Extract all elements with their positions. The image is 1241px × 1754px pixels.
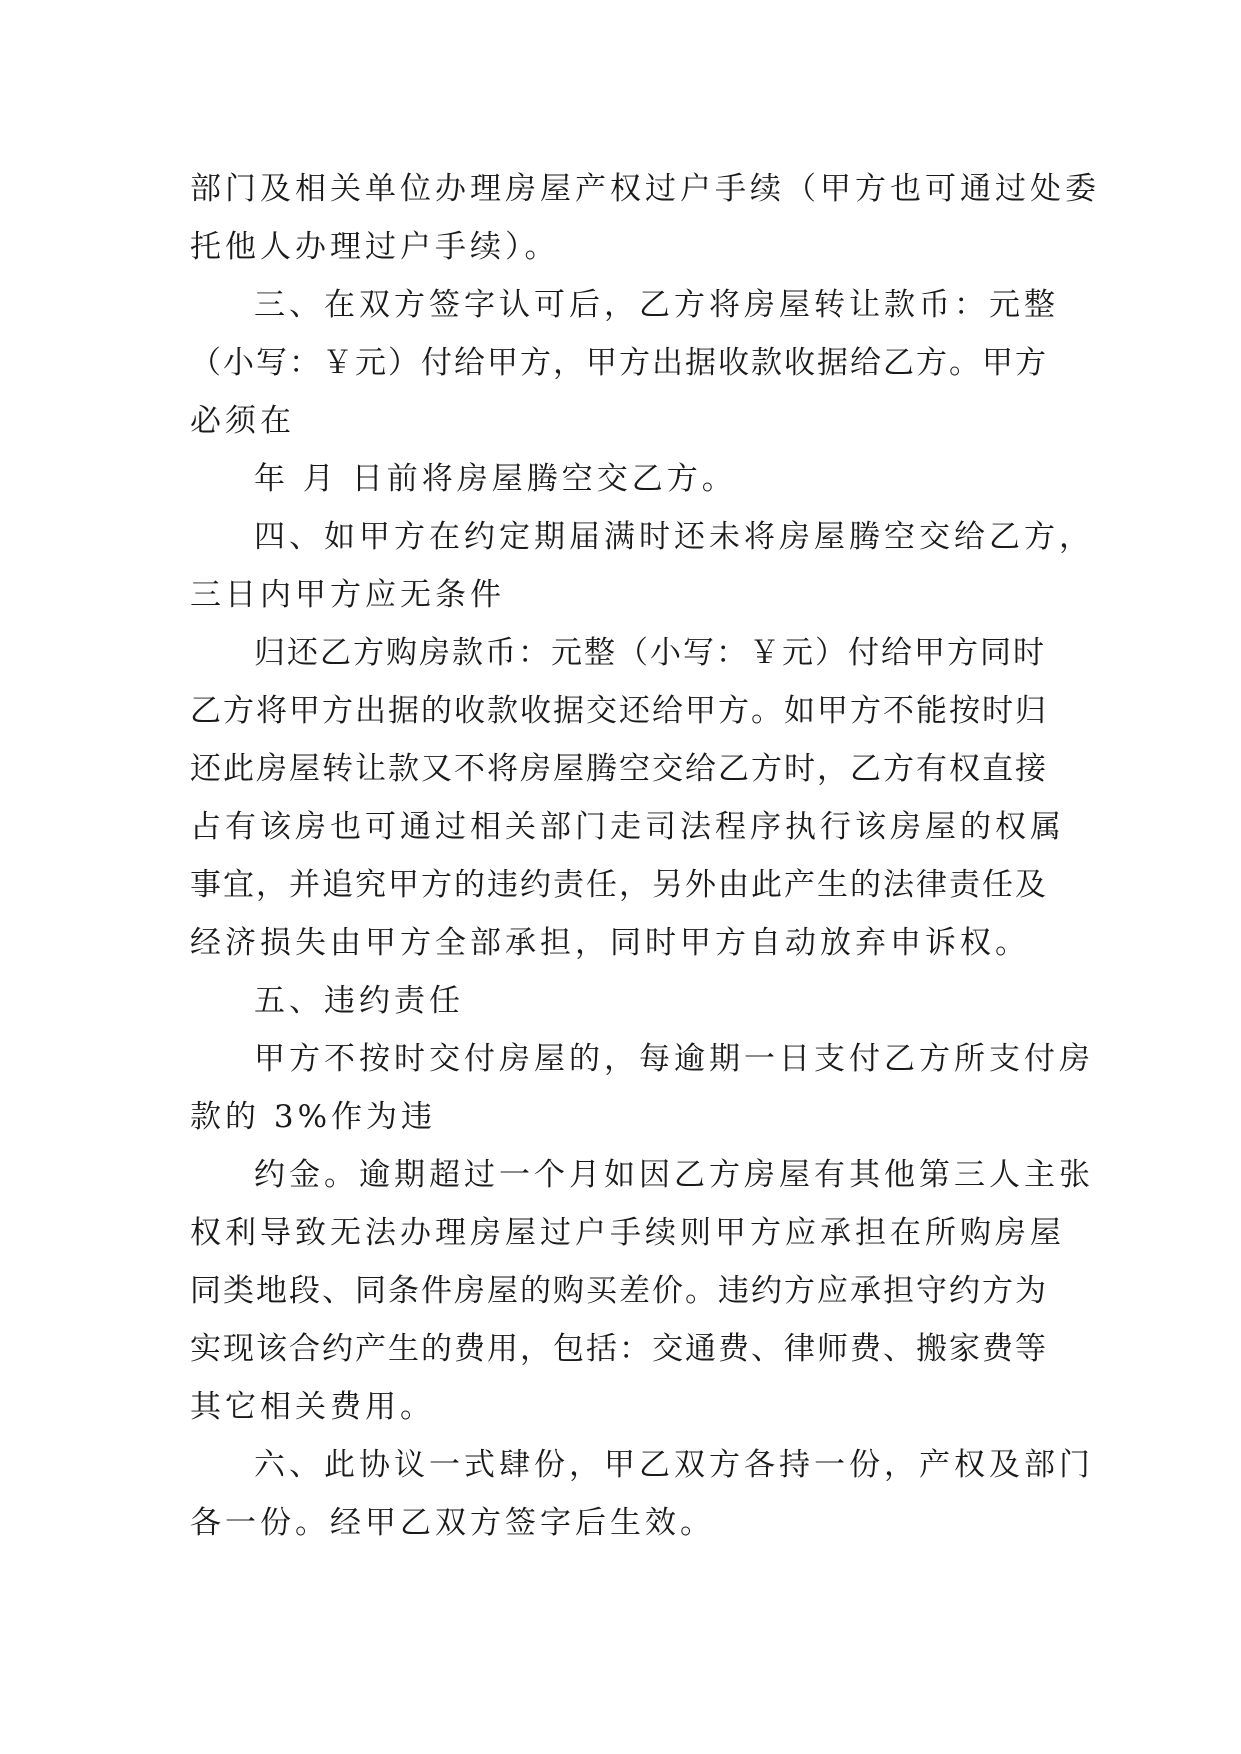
text-line: 占有该房也可通过相关部门走司法程序执行该房屋的权属 xyxy=(190,809,1065,845)
clause-three-heading: 三、在双方签字认可后，乙方将房屋转让款币：元整 xyxy=(254,287,1059,323)
text-line: 归还乙方购房款币：元整（小写：￥元）付给甲方同时 xyxy=(254,635,1046,671)
text-line: 乙方将甲方出据的收款收据交还给甲方。如甲方不能按时归 xyxy=(190,693,1048,729)
text-line: 约金。逾期超过一个月如因乙方房屋有其他第三人主张 xyxy=(254,1157,1094,1193)
text-line: 同类地段、同条件房屋的购买差价。违约方应承担守约方为 xyxy=(190,1273,1048,1309)
text-line: 必须在 xyxy=(190,403,295,439)
clause-six-heading: 六、此协议一式肆份，甲乙双方各持一份，产权及部门 xyxy=(254,1447,1094,1483)
text-line: 各一份。经甲乙双方签字后生效。 xyxy=(190,1505,715,1541)
text-line: 三日内甲方应无条件 xyxy=(190,577,505,613)
text-line: 事宜，并追究甲方的违约责任，另外由此产生的法律责任及 xyxy=(190,867,1048,903)
text-line: 实现该合约产生的费用，包括：交通费、律师费、搬家费等 xyxy=(190,1331,1048,1367)
text-line: 款的 3%作为违 xyxy=(190,1099,437,1135)
text-line: 年 月 日前将房屋腾空交乙方。 xyxy=(254,461,737,497)
text-line: 经济损失由甲方全部承担，同时甲方自动放弃申诉权。 xyxy=(190,925,1030,961)
clause-five-heading: 五、违约责任 xyxy=(254,983,464,1019)
text-line: 还此房屋转让款又不将房屋腾空交给乙方时，乙方有权直接 xyxy=(190,751,1048,787)
contract-text xyxy=(190,160,1100,1552)
text-line: 部门及相关单位办理房屋产权过户手续（甲方也可通过处委 xyxy=(190,171,1100,207)
text-line: 其它相关费用。 xyxy=(190,1389,435,1425)
text-line: （小写：￥元）付给甲方，甲方出据收款收据给乙方。甲方 xyxy=(190,345,1048,381)
clause-four-heading: 四、如甲方在约定期届满时还未将房屋腾空交给乙方， xyxy=(254,519,1094,555)
text-line: 托他人办理过户手续）。 xyxy=(190,229,560,265)
text-line: 甲方不按时交付房屋的，每逾期一日支付乙方所支付房 xyxy=(254,1041,1094,1077)
text-line: 权利导致无法办理房屋过户手续则甲方应承担在所购房屋 xyxy=(190,1215,1065,1251)
